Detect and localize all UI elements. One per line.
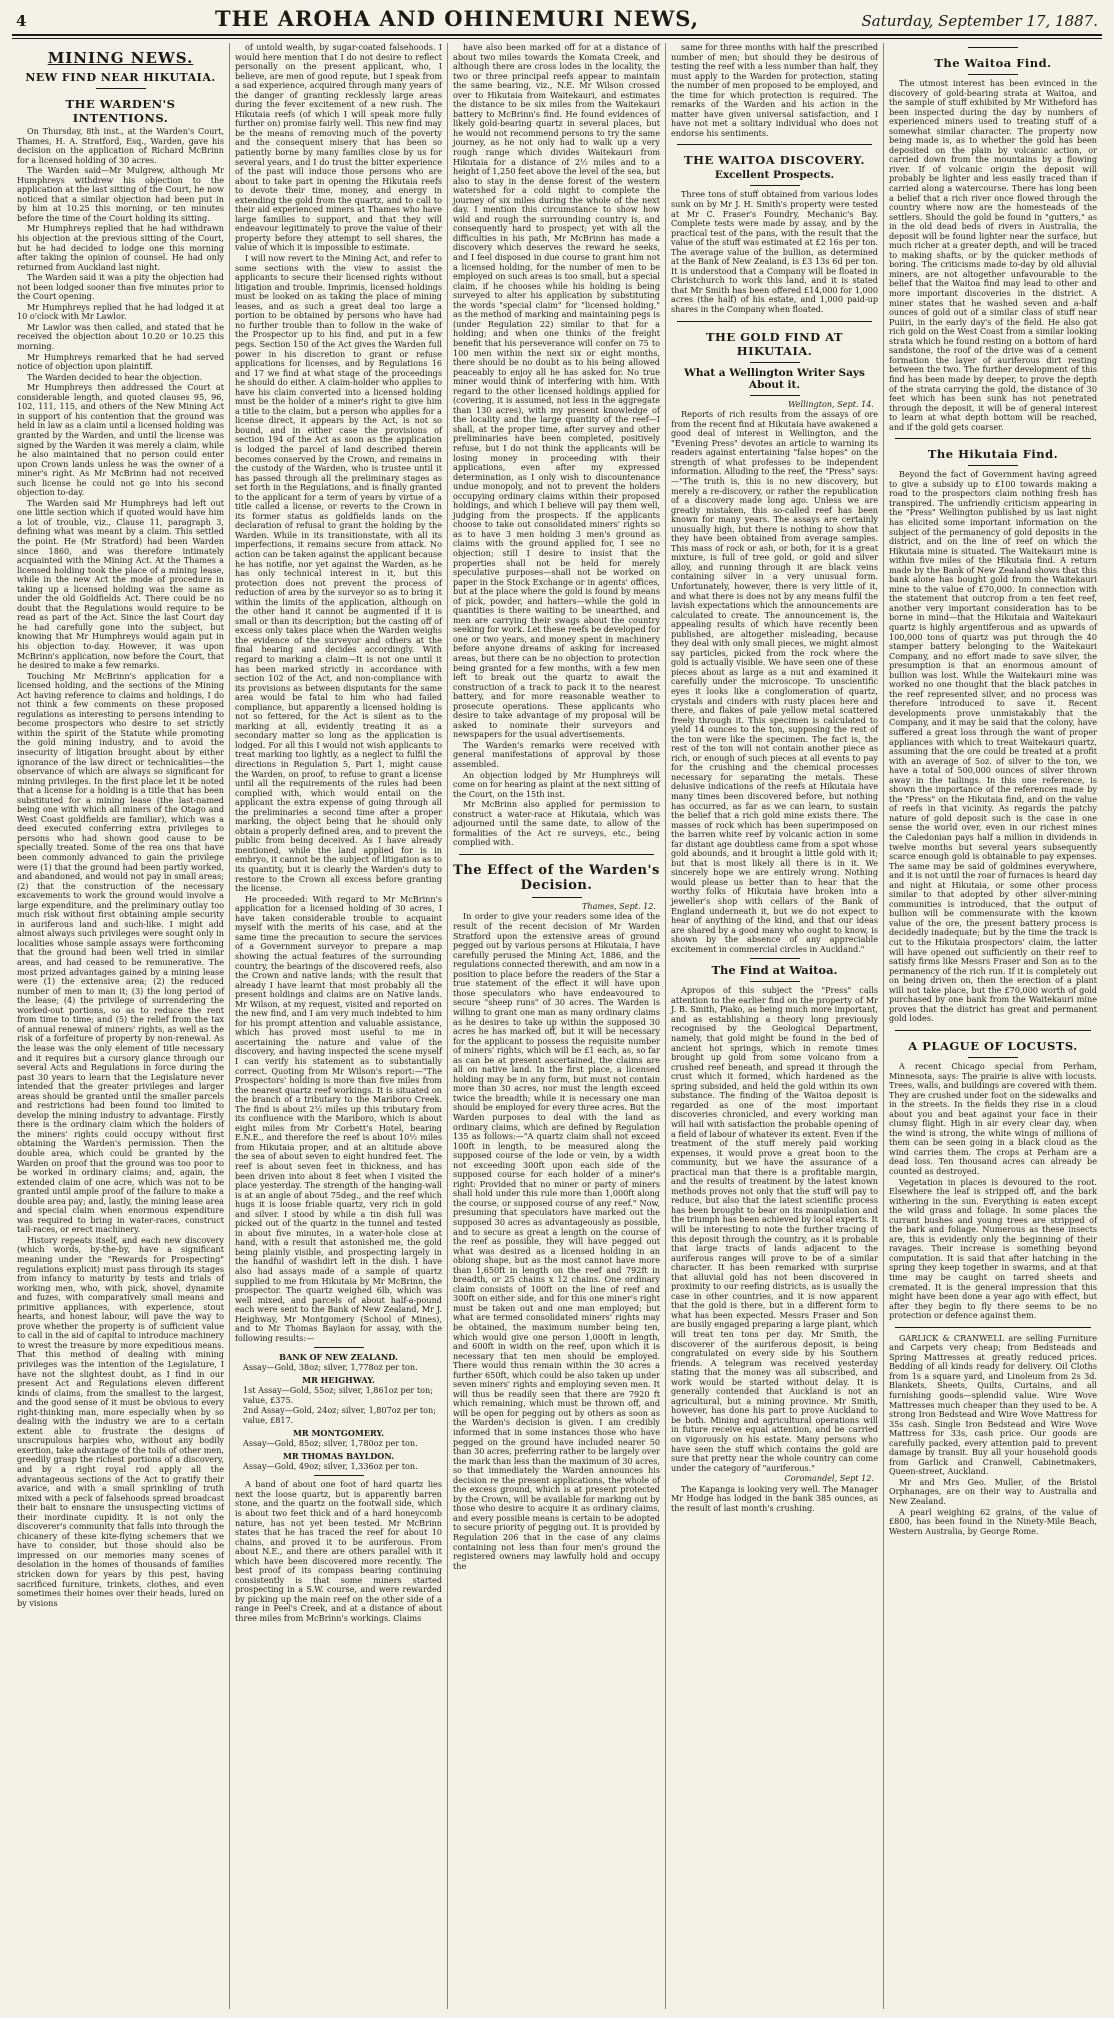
columns: [12, 43, 1102, 2009]
paragraph: On Thursday, 8th inst., at the Warden's Court, Thames, H. A. Stratford, Esq., Warden, gave his decision on the application of Richard McBrinn for a licensed holding of 30 acres.: [17, 126, 224, 165]
paragraph: The Warden decided to hear the objection.: [27, 371, 203, 382]
column-3: [448, 43, 666, 2009]
column-5: [884, 43, 1102, 2009]
waitoa-discovery-heading: THE WAITOA DISCOVERY.: [684, 153, 865, 168]
wellington-writer-deck: What a Wellington Writer Says About it.: [684, 366, 865, 391]
page-number: 4: [16, 12, 27, 30]
article-body: [453, 43, 660, 848]
paragraph: The Warden said Mr Humphreys had left out one little section which if quoted would have him a lot of trouble, viz., Clause 11, paragraph 3, defining what was meant by a claim. This settled the point. He (Mr Stratford) had been Warden since 1860, and was therefore intimately acquainted with the Mining Act. At the Thames a licensed holding took the place of a mining lease, while in the new Act the mode of procedure in taking up a licensed holding was the same as under the old Goldfields Act. There could be no doubt that the Regulations would require to be read as part of the Act. Since the last Court day he had carefully gone into the subject, but knowing that Mr Humphreys would again put in his objection to-day. However, it was upon McBrinn's application, now before the Court, that he desired to make a few remarks.: [17, 497, 224, 671]
paragraph: Reports of rich results from the assays of ore from the recent find at Hikutaia have awakened a good deal of interest in Wellington, and the "Evening Press" devotes an article to warning its readers against entertaining "false hopes" on the strength of what professes to be independent information. Alluding to the reef, the "Press" says:—"The truth is, this is no new discovery, but merely a re-discovery, or rather the republication of a discovery made long ago. Unless we are greatly mistaken, this so-called reef has been known for many years. The assays are certainly unusually high, but there is nothing to show that they have been obtained from average samples. This mass of rock or ash, or both, for it is a great mixture, is full of tree gold, or gold and silver alloy, and running through it are black veins containing silver in a very unusual form. Unfortunately, however, there is very little of it, and what there is does not by any means fulfil the lavish expectations which the announcements are calculated to create. The announcement is, the appealing results of which have recently been published, are altogether misleading, because they deal with only small pieces, we might almost say particles, picked from the rock where the gold is actually visible. We have seen one of these pieces about as large as a nut and examined it carefully under the microscope. To unscientific eyes it looks like a conglomeration of quartz, crystals and cinders with rusty places here and there, and flakes of pale yellow metal scattered freely through it. This specimen is calculated to yield 14 ounces to the ton, supposing the rest of the ton were like the specimen. The fact is, the rest of the ton will not contain another piece as rich, or enough of such pieces at all events to pay for the crushing and the chemical processes necessary for separating the metals. These delusive indications of the reefs at Hikutaia have many times been discovered before, but nothing has occurred, as far as we can learn, to sustain the belief that a rich gold mine exists there. The masses of rock which has been superimposed on the barren white reef by volcanic action in some far distant age doubtless came from a spot whose gold abounds, and it brought a little gold with it; but that is most likely all there is in it. We sincerely hope we are entirely wrong. Nothing would please us better than to hear that the worthy folks of Hikutaia have broken into a jeweller's shop with cellars of the Bank of England underneath it, but we do not expect to hear of anything of the kind, and that our ideas are shared by a good many who ought to know, is shown by the absence of any appreciable excitement in commercial circles in Auckland.": [671, 409, 878, 954]
divider: [968, 74, 1018, 75]
paragraph: A recent Chicago special from Perham, Minnesota, says: The prairie is alive with locusts. Trees, walls, and buildings are covered with them. They are crushed under foot on the sidewalks and in the streets. In the fields they rise in a cloud about you and beat against your face in their clumsy flight. High in air every clear day, when the wind is strong, the white wings of millions of them can be seen going in a black cloud as the wind carries them. The crops at Perham are a dead loss. Ten thousand acres can already be counted as destroyed.: [889, 1060, 1097, 1176]
paragraph: of untold wealth, by sugar-coated falsehoods. I would here mention that I do not desire to reflect personally on the present applicant, who, I believe, are men of good repute, but I speak from a sad experience, acquired through many years of the danger of granting recklessly large areas during the fever excitement of a new rush. The Hikutaia reefs (of which I will speak more fully further on) promise fairly well. This new find may be the means of removing much of the poverty and the consequent misery that has been so patiently borne by many families close by us for several years, and I do trust the bitter experience of the past will induce those persons who are about to take part in opening the Hikutaia reefs to devote their time, money, and energy in extending the gold from the quartz, and to call to their aid experienced miners at Thames who have large families to support, and that they will endeavour legitimately to prove the value of their property before they attempt to sell shares, the value of which it is impossible to estimate.: [235, 43, 442, 253]
divider: [968, 1057, 1018, 1058]
divider: [968, 47, 1018, 48]
effect-of-decision-heading: The Effect of the Warden's Decision.: [453, 862, 660, 893]
paragraph: The Warden's remarks were received with general manifestations of approval by those assembled.: [453, 739, 660, 770]
divider: [750, 981, 800, 982]
article-body: [17, 127, 224, 1608]
divider: [750, 395, 800, 396]
paragraph: Three tons of stuff obtained from various lodes sunk on by Mr J. H. Smith's property were tested at Mr C. Fraser's Foundry, Mechanic's Bay. Complete tests were made by assay, and by the practical test of the pans, with the result that the value of the stuff was estimated at £2 16s per ton. The average value of the bullion, as determined at the Bank of New Zealand, is £3 13s 6d per ton. It is understood that a Company will be floated in Christchurch to work this land, and it is stated that Mr Smith has been offered £14,000 for 1,000 acres (the half) of his estate, and 1,000 paid-up shares in the Company when floated.: [671, 189, 878, 315]
divider: [895, 1030, 1091, 1031]
article-body: [889, 470, 1097, 1024]
assay-source: BANK OF NEW ZEALAND.: [279, 1352, 398, 1363]
assay-result: 1st Assay—Gold, 55oz; silver, 1,861oz per ton; value, £375.: [243, 1385, 433, 1406]
divider: [750, 362, 800, 363]
paragraph: I will now revert to the Mining Act, and refer to some sections with the view to assist the applicants to secure their licensed rights without litigation and trouble. Imprimis, licensed holdings must be looked on as taking the place of mining leases, and as such a great deal too large a portion to be obtained by persons who have had no further trouble than to follow in the wake of the Prospector up to his find, and put in a few pegs. Section 150 of the Act gives the Warden full power in his discretion to grant or refuse applications for licenses, and by Regulations 16 and 17 we find at what stage of the proceedings he should do either. A claim-holder who applies to have his claim converted into a licensed holding must be the holder of a miner's right to give him a title to the claim, but a person who applies for a license direct, it appears by the Act, is not so bound, and in either case the provisions of section 194 of the Act as soon as the application is lodged the parcel of land described therein becomes conserved by the Crown, and remains in the custody of the Warden, who is trustee until it has passed through all the preliminary stages as set forth in the Regulations, and is finally granted to the applicant for a term of years by virtue of a title called a license, or reverts to the Crown in its former status as goldfields lands on the declaration of refusal to grant the holding by the Warden. While in its transitionstate, with all its imperfections, it remains secure from attack. No action can be taken against the applicant because he has notifie, nor yet against the Warden, as he has only technical interest in it, but this protection does not prevent the process of reduction of area by the surveyor so as to bring it within the limits of the application, although on the other hand it cannot be augmented if it is small or than its description; but the casting off of excess only takes place when the Warden weighs the evidence of the surveyor and others at the final hearing and decides accordingly. With regard to marking a claim—It is not one until it has been marked strictly in accordance with section 102 of the Act, and non-compliance with its provisions as between disputants for the same area would be fatal to him who had failed compliance, but apparently a licensed holding is not so fettered, for the Act is silent as to the marking at all, evidently treating it as a secondary matter so long as the application is lodged. For all this I would not wish applicants to treat marking too lightly, as a neglect to fulfil the directions in Regulation 5, Part 1, might cause the Warden, on proof, to refuse to grant a license until all the requirements of the rules had been complied with, which would entail on the applicant the extra expense of going through all the preliminaries a second time after a proper marking, the object being that he should only obtain a properly defined area, and to prevent the public from being deceived. As I have already mentioned, while the land applied for is in embryo, it cannot be the subject of litigation as to its quantity, but it is clearly the Warden's duty to restore to the Crown all excess before granting the license.: [235, 253, 442, 894]
paragraph: History repeats itself, and each new discovery (which words, by-the-by, have a significant meaning under the "Rewards for Prospecting" regulations explicit) must pass through its stages from infancy to maturity by tests and trials of working men, who, with pick, shovel, dynamite and fuzes, with comparatively small means and primitive appliances, with experience, stout hearts, and honest labour, will pave the way to prove whether the property is of sufficient value to call in the aid of capital to introduce machinery to wrest the treasure by more expeditious means. That this method of dealing with mining privileges was the intention of the Legislature, I have not the slightest doubt, as I find in our present Act and Regulations eleven different kinds of claims, from the smallest to the largest, and the good sense of it must be obvious to every right-thinking man, more especially when by so dealing with the industry we are to a certain extent able to frustrate the designs of unscrupulous harpies who, without any bodily exertion, take advantage of the toils of other men, greedily grasp the richest portions of a discovery, and by a right royal rod apply all the advantageous sections of the Act to gratify their avarice, and with a small sprinkling of truth mixed with a peck of falsehoods spread broadcast their bait to ensnare the unsuspecting victims of their inordinate cupidity. It is not only the discoverer's community that falls into through the chicanery of these kite-flying schemers that we have to consider, but those should also be impressed on our memories many scenes of desolation in the homes of thousands of families stricken down for years by this pest, having sacrificed furniture, trinkets, clothes, and even sometimes their homes over their heads, lured on by visions: [17, 1234, 224, 1608]
paragraph: A pearl weighing 62 grains, of the value of £800, has been found in the Ninety-Mile Beach, Western Australia, by George Rome.: [889, 1506, 1097, 1536]
paragraph: The Warden said it was a pity the objection had not been lodged sooner than five minutes prior to the Court opening.: [17, 272, 224, 302]
wardens-intentions-heading: THE WARDEN'S INTENTIONS.: [65, 97, 176, 125]
divider: [895, 1327, 1091, 1328]
assay-source: MR HEIGHWAY.: [302, 1375, 375, 1386]
paragraph: He proceeded: With regard to Mr McBrinn's application for a licensed holding of 30 acres, I have taken considerable trouble to acquaint myself with the merits of his case, and at the same time the precaution to secure the services of a Government surveyor to prepare a map showing the actual features of the surrounding country, the bearings of the discovered reefs, also the Crown and native lands; with the result that already I have learnt that most probably all the present holdings and claims are on Native lands. Mr Wilson, at my request, visited and reported on the new find, and I am very much indebted to him for his prompt attention and valuable assistance, which has proved most useful to me in ascertaining the nature and value of the discovery, and having inspected the scene myself I can verify his statement as to substantially correct. Quoting from Mr Wilson's report:—"The Prospectors' holding is more than five miles from the nearest quartz reef workings. It is situated on the branch of a tributary to the Mariboro Creek. The find is about 2½ miles up this tributary from its confluence with the Mariboro, which is about eight miles from Mr Corbett's Hotel, bearing E.N.E., and therefore the reef is about 10½ miles from Hikutaia proper, and at an altitude above the sea of about seven to eight hundred feet. The reef is about seven feet in thickness, and has been driven into about 8 feet when I visited the place yesterday. The strength of the hanging-wall is at an angle of about 75deg., and the reef which hugs it is loose friable quartz, very rich in gold and silver. I stood by while a tin dish full was picked out of the quartz in the tunnel and tested in about five minutes, in a water-hole close at hand, with a result that astonished me, the gold being plainly visible, and prospecting largely in the handful of washdirt left in the dish. I have also had assays made of a sample of quartz supplied to me from Hikutaia by Mr McBrinn, the prospector. The quartz weighed 6lb, which was well mixed, and parcels of about half-a-pound each were sent to the Bank of New Zealand, Mr J. Heighway, Mr Montgomery (School of Mines), and to Mr Thomas Baylaon for assay, with the following results:—: [235, 893, 442, 1343]
divider: [895, 438, 1091, 439]
paragraph: Mr Humphreys then addressed the Court at considerable length, and quoted clauses 95, 96, 102, 111, 115, and others of the New Mining Act in support of his contention that the ground was held in law as a claim until a licensed holding was granted by the Warden, and until the license was signed by the Warden it was merely a claim, while he also maintained that no person could enter upon Crown lands unless he was the owner of a miner's right. As Mr McBrinn had not received such license he could not go into his second objection to-day.: [17, 382, 224, 498]
article-body: [235, 1480, 442, 1623]
dateline-thames: Thames, Sept. 12.: [582, 900, 656, 911]
paragraph: The Warden said—Mr Mulgrew, although Mr Humphreys withdrew his objection to the application at the last sitting of the Court, he now noticed that a similar objection had been put in by him at 10.25 this morning, or ten minutes before the time of the Court holding its sitting.: [17, 165, 224, 223]
assay-results: [235, 1352, 442, 1471]
paragraph: The Kapanga is looking very well. The Manager Mr Hodge has lodged in the bank 385 ounces, as the result of last month's crushing.: [671, 1483, 878, 1513]
hikutaia-find-heading: The Hikutaia Find.: [927, 447, 1059, 462]
assay-result: Assay—Gold, 49oz; silver, 1,336oz per ton.: [243, 1461, 418, 1472]
divider: [532, 897, 582, 898]
paragraph: Mr Humphreys replied that he had withdrawn his objection at the previous sitting of the Court, but he had decided to lodge one this morning after taking the opinion of counsel. He had only returned from Auckland last night.: [17, 223, 224, 272]
divider: [750, 185, 800, 186]
column-1: [12, 43, 230, 2009]
article-body: [235, 43, 442, 1343]
divider: [459, 854, 654, 855]
article-body: [671, 43, 878, 138]
waitoa-find-heading: The Waitoa Find.: [934, 56, 1052, 70]
paragraph: same for three months with half the prescribed number of men; but should they be desirous of testing the reef with a less number than half, they must apply to the Warden for protection, stating the number of men proposed to be employed, and the time for which protection is required. The remarks of the Warden and his action in the matter have given universal satisfaction, and I have not met a solitary individual who does not endorse his sentiments.: [671, 43, 878, 138]
paragraph: Apropos of this subject the "Press" calls attention to the earlier find on the property of Mr J. B. Smith, Piako, as being much more important, and as establishing a theory long previously recognised by the Geological Department, namely, that gold might be found in the bed of ancient hot springs, which in remote times brought up gold from some volcano from a crushed reef beneath, and spread it through the crust which it formed, which hardened as the spring subsided, and held the gold within its own substance. The finding of the Waitoa deposit is regarded as one of the most important discoveries chronicled, and every working man will hail with satisfaction the probable opening of a field of labour of whatever its extent. Even if the treatment of the stuff merely paid working expenses, it would prove a great boon to the community, but we have the assurance of a practical man that there is a profitable margin, and the results of treatment by the latest known methods proves not only that the stuff will pay to reduce, but also that the latest scientific process has been brought to bear on its manipulation and the triumph has been achieved by local experts. It will be interesting to note the further tracing of this deposit through the country, as it is probable that large tracts of lands adjacent to the auriferous ranges will prove to be of a similar character. It has been remarked with surprise that alluvial gold has not been discovered in proximity to our reefing districts, as is usually the case in other countries, and it is now apparent that the gold is there, but in a different form to what has been expected. Messrs Fraser and Son are busily engaged preparing a large plant, which will treat ten tons per day. Mr Smith, the discoverer of the auriferous deposit, is being congratulated on every side by his Southern friends. A telegram was received yesterday stating that the money was all subscribed, and work would be started without delay. It is generally contended that Auckland is not an agricultural, but a mining province. Mr Smith, however, has done his part to prove Auckland to be both. Mining and agricultural operations will in future receive equal attention, and be carried on vigorously on his estate. Many persons who have seen the stuff which contains the gold are sure that pretty near the whole country can come under the category of "auriferous.": [671, 985, 878, 1473]
masthead: [12, 6, 1102, 32]
paragraph: have also been marked off for at a distance of about two miles towards the Komata Creek, and although there are cross lodes in the locality, the two or three principal reefs appear to maintain the same bearing, viz., N.E. Mr Wilson crossed over to Hikutaia from Waitekauri, and estimates the distance to be six miles from the Waitekauri battery to McBrinn's find. He found evidences of likely gold-bearing quartz in several places, but he would not recommend persons to try the same journey, as he not only had to walk up a very rough range which divides Waitekauri from Hikutaia for a distance of 2½ miles and to a height of 1,250 feet above the level of the sea, but also to stay in the dense forest of the western watershed for a cold night to complete the journey of six miles during the whole of the next day. I mention this circumstance to show how wild and rough the surrounding country is, and consequently hard to prospect; yet with all the difficulties in his path, Mr McBrinn has made a discovery which deserves the reward he seeks, and I feel disposed in due course to grant him not a licensed holding, for the number of men to be employed on such areas is too small, but a special claim, if he chooses while his holding is being surveyed to alter his application by substituting the words "special claim" for "licensed holding," as the method of marking and maintaining pegs is (under Regulation 22) similar to that for a holding; and when one thinks of the freight benefit that his perseverance will confer on 75 to 100 men within the next six or eight months, there should be no doubt as to his being allowed peaceably to enjoy all he has asked for. No true miner would think of interfering with him. With regard to the other licensed holdings applied for (covering, it is assumed, not less in the aggregate than 130 acres), with my present knowledge of the locality and the large quantity of the reef—I shall, at the proper time, after survey and other preliminaries have been completed, positively refuse, but I do not think the applicants will be losing money in proceeding with their applications, even after my expressed determination, as I only wish to discountenance undue monopoly, and not to prevent the holders occupying ordinary claims within their proposed holdings, and which I believe will pay them well, judging from the prospects. If the applicants choose to take out consolidated miners' rights so as to have 3 men holding 3 men's ground as claims with the ground applied for, I see no objection; still I desire to insist that the properties shall not be held for merely speculative purposes—shall not be worked on paper in the Stock Exchange or in agents' offices, but at the place where the gold is found by means of pick, powder, and hatters—while the gold in quantities is there waiting to be unearthed, and men are carrying their swags about the country seeking for work. Let these reefs be developed for one or two years, and money spent in machinery before anyone dreams of asking for increased areas, but there can be no objection to protection being granted for a few months, with a few men left to break out the quartz to await the construction of a track to pack it to the nearest battery, and for more reasonable weather to prosecute operations. These applicants who desire to take advantage of my proposal will be asked to nominate their surveyors and newspapers for the usual advertisements.: [453, 43, 660, 740]
paragraph: Mr McBrinn also applied for permission to construct a water-race at Hikutaia, which was adjourned until the same date, to allow of the formalities of the Act re surveys, etc., being complied with.: [453, 799, 660, 848]
find-at-waitoa-heading: The Find at Waitoa.: [711, 963, 838, 978]
article-body: [671, 410, 878, 954]
article-body: [453, 912, 660, 1571]
paragraph: In order to give your readers some idea of the result of the recent decision of Mr Warden Stratford upon the extensive areas of ground pegged out by various persons at Hikutaia, I have carefully perused the Mining Act, 1886, and the regulations connected therewith, and am now in a position to place before the readers of the Star a true statement of the effect it will have upon those speculators who have endeavoured to secure "sheep runs" of 30 acres. The Warden is willing to grant one man as many ordinary claims as he desires to take up within the supposed 30 acres he has marked off, but it will be necessary for the applicant to possess the requisite number of miners' rights, which will be £1 each, as, so far as can be at present ascertained, the claims are all on native land. In the first place, a licensed holding may be in any form, but must not contain more than 30 acres, nor must the length exceed twice the breadth; while it is necessary one man should be employed for every three acres. But the Warden purposes to deal with the land as ordinary claims, which are defined by Regulation 135 as follows:—"A quartz claim shall not exceed 100ft in length, to be measured along the supposed course of the lode or vein, by a width not exceeding 300ft upon each side of the supposed course for each holder of a miner's right: Provided that no miner or party of miners shall hold under this rule more than 1,000ft along the course, or supposed course of any reef." Now, presuming that speculators have marked out the supposed 30 acres as advantageously as possible, and to secure as great a length on the course of the reef as possible, they will have pegged out what was desired as a licensed holding in an oblong shape, but as the most cannot have more than 1,650ft in length on the reef and 792ft in breadth, or 25 chains x 12 chains. One ordinary claim consists of 100ft on the line of reef and 300ft on either side, and for this one miner's right must be taken out and one man employed; but what are termed consolidated miners' rights may be obtained, the maximum number being ten, which would give one person 1,000ft in length, and 600ft in width on the reef, upon which it is necessary that ten men should be employed. There would thus remain within the 30 acres a further 650ft, which could be also taken up under seven miners' rights and employing seven men. It will thus be readily seen that there are 7920 ft which remaining, which must be thrown off, and will be open for pegging out by others as soon as the Warden's decision is given. I am credibly informed that in some instances those who have pegged on the ground have included nearer 50 than 30 acres, preferring rather to be largely over the mark than less than the maximum of 30 acres, so that immediately the Warden announces his decision re the present applications, the whole of the excess ground, which is at present protected by the Crown, will be available for marking out by those who desire to acquire it as ordinary claims, and every possible means is certain to be adopted to secure priority of pegging out. It is provided by Regulation 206 that in the case of any claims containing not less than four men's ground the registered owners may lawfully hold and occupy the: [453, 911, 660, 1571]
paragraph: Touching Mr McBrinn's application for a licensed holding, and the sections of the Mining Act having reference to claims and holdings, I do not think a few comments on these proposed regulations as interesting to persons intending to become prospectors who desire to set strictly within the spirit of the Statute while promoting the gold mining industry, and to avoid the insecurity of litigation brought about by either ignorance of the law direct or technicalities—the observance of which are always so significant for mining privileges. In the first place let it be noted that a license for a holding is a title that has been substituted for a mining lease (the last-named being one with which all miners of the Otago and West Coast goldfields are familiar), which was a deed executed conferring extra privileges to persons who had shown good cause to be specially treated. Some of the rea ons that have been commonly advanced to gain the privilege were (1) that the ground had been partly worked, and abandoned, and would not pay in small areas; (2) that the construction of the necessary excavements to work the ground would involve a large expenditure, and the preliminary outlay too much risk without first obtaining ample security in auriferous land and such-like. I might add almost always such privileges were sought only in localities whose sample assays were forthcoming that the ground had been well tried in similar areas, and had ceased to be remunerative. The most prized advantages gained by a mining lease were (1) the extensive area; (2) the reduced number of men to man it; (3) the long period of the lease; (4) the privilege of surrendering the worked-out portions, so as to reduce the rent from time to time; and (5) the relief from the tax of annual renewal of miners' rights, as well as the risk of a forfeiture of property by non-renewal. As the lease was the only element of title necessary and it requires but a cursory glance through our several Acts and Regulations in force during the past 30 years to learn that the Legislature never intended that the greater privileges and larger areas should be granted until the smaller parcels and restrictions had been found too limited to develop the mining industry to advantage. Firstly there is the ordinary claim which the holders of the miners' rights could occupy without first obtaining the Warden's permission. Then the double area, which could be granted by the Warden on proof that the ground was too poor to be worked in ordinary claims; and, again, the extended claim of one acre, which was not to be granted until ample proof of the failure to make a double area pay; and, lastly, the mining lease area and special claim when enormous expenditure was required to bring in water-races, construct tail-races, or erect machinery.: [17, 670, 224, 1235]
assay-result: Assay—Gold, 38oz; silver, 1,778oz per ton.: [243, 1362, 418, 1373]
mining-news-heading: MINING NEWS.: [47, 49, 194, 67]
dateline-wellington: Wellington, Sept. 14.: [788, 398, 874, 409]
article-body: [889, 79, 1097, 432]
paragraph: Vegetation in places is devoured to the root. Elsewhere the leaf is stripped off, and the bark withering in the sun. Everything is eaten except the wild grass and foliage. In some places the currant bushes and young trees are stripped of the bark and foliage. Numerous as these insects are, this is evidently only the beginning of their ravages. Their increase is something beyond computation. It is said that after hatching in the spring they keep together in swarms, and at that time may be caught on tarred sheets and cremated. It is the general impression that this might have been done a year ago with effect, but after they begin to fly there seems to be no protection or defence against them.: [889, 1176, 1097, 1321]
article-body: [671, 986, 878, 1473]
paragraph: A band of about one foot of hard quartz lies next the loose quartz, but is apparently barren stone, and the quartz on the footwall side, which is about two feet thick and of a hard honeycomb nature, has not yet been tested. Mr McBrinn states that he has traced the reef for about 10 chains, and proved it to be auriferous. From about N.E., and there are others parallel with it which have been discovered more recently. The best proof of its compass bearing continuing consistently is that some miners started prospecting in a S.W. course, and were rewarded by picking up the main reef on the other side of a range in Peel's Creek, and at a distance of about three miles from McBrinn's workings. Claims: [235, 1479, 442, 1624]
assay-result: 2nd Assay—Gold, 24oz; silver, 1,807oz per ton; value, £817.: [243, 1405, 436, 1426]
column-2: [230, 43, 448, 2009]
plague-of-locusts-heading: A PLAGUE OF LOCUSTS.: [908, 1038, 1078, 1053]
article-body: [889, 1334, 1097, 1536]
assay-result: Assay—Gold, 85oz; silver, 1,780oz per ton.: [243, 1438, 418, 1449]
paragraph: Beyond the fact of Government having agreed to give a subsidy up to £100 towards making a road to the prospectors claim nothing fresh has transpired. The unfriendly criticism appearing in the "Press" Wellington published by us last night has elicited some important information on the subject of the permanency of gold deposits in the district, and on the line of reef on which the Hikutaia mine is situated. The Waitekauri mine is within five miles of the Hikutaia find. A return made by the Bank of New Zealand shows that this bank alone has bought gold from the Waitekauri mine to the value of £70,000. In connection with the statement that outcrop from a ten feet reef, another very important consideration has to be borne in mind—that the Hikutaia and Waitekauri quartz is highly argentiferous and as upwards of 100,000 tons of quartz was put through the 40 stamper battery belonging to the Waitekauri Company, and no effort made to save silver, the presumption is that an enormous amount of bullion was lost. While the Waitekauri mine was worked no one thought that the black patches in the reef represented silver, and no process was therefore introduced to save it. Recent developments prove unmistakably that the Company, and it may be said that the colony, have suffered a great loss through the want of proper appliances with which to treat Waitekauri quartz, assuming that the ore could be treated at a profit with an average of 5oz. of silver to the ton, we have a total of 500,000 ounces of silver thrown away in the tailings. In this one reference, is shown the importance of the references made by the "Press" on the Hikutaia find, and on the value of reefs in that vicinity. As regards the patchy nature of gold deposit such is the case in one sense the world over, even in our richest mines the Caledonian pays half a million in dividends in twelve months but several years subsequently scarce enough gold is obtainable to pay expenses. The same may be said of goldmines everywhere, and it is not until the roar of furnaces is heard day and night at Hikutaia, or some other process similar to that adopted by other silver-mining communities is introduced, that the output of bullion will be commensurate with the known value of the ore, the present battery process is decidedly inadequate; but by the time the track is cut to the Hikutaia prospectors' claim, the latter will have opened out sufficiently on their reef to satisfy firms like Messrs Fraser and Son as to the permanency of the rich run. If it is completely out on being driven on, then the erection of a plant will not take place, but the £70,000 worth of gold purchased by one bank from the Waitekauri mine proves that the district has great and permanent gold lodes.: [889, 469, 1097, 1024]
newspaper-title: THE AROHA AND OHINEMURI NEWS,: [214, 6, 700, 31]
issue-date: Saturday, September 17, 1887.: [861, 12, 1098, 30]
divider: [314, 1475, 364, 1476]
divider: [968, 465, 1018, 466]
paragraph: The utmost interest has been evinced in the discovery of gold-bearing strata at Waitoa, and the sample of stuff exhibited by Mr Witheford has been inspected during the day by numbers of experienced miners used to treating stuff of a somewhat similar character. The property now being made is, as to whether the gold has been deposited on the plain by volcanic action, or carried down from the mountains by a flowing river. If of volcanic origin the deposit will probably be lighter and less easily traced than if carried along a watercourse. There has long been a belief that a rich river once flowed through the country where now are the homesteads of the settlers. Should the gold be found in "gutters," as in the old dead beds of rivers in Australia, the deposit will be found lighter near the surface, but much richer at a greater depth, and will be traced to making shafts, or by the quicker methods of boring. The criticisms made to-day by old alluvial miners, are not altogether unfavourable to the belief that the Waitoa find may lead to other and more important discoveries in the district. A miner states that he washed seven and a-half ounces of gold out of a similar class of stuff near Puiiri, in the early day's of the field. He also got rich gold on the West Coast from a similar looking strata which he found resting on a bottom of hard sandstone, the roof of the drive was of a cement formation the layer of auriferous dirt resting between the two. The further development of this find has been made by deeper, to prove the depth of the strata carrying the gold, the distance of 30 feet which has been sunk has not penetrated through the deposit, it will be of general interest to learn at what depth bottom will be reached, and if the gold gets coarser.: [889, 78, 1097, 432]
paragraph: Mr and Mrs Geo. Muller, of the Bristol Orphanages, are on their way to Australia and New Zealand.: [889, 1476, 1097, 1507]
paragraph: An objection lodged by Mr Humphreys will come on for hearing as plaint at the next sitting of the Court, on the 15th inst.: [453, 769, 660, 799]
paragraph: Mr Humphreys remarked that he had served notice of objection upon plaintiff.: [17, 351, 224, 372]
new-find-subheading: NEW FIND NEAR HIKUTAIA.: [25, 71, 216, 84]
article-body: [889, 1062, 1097, 1321]
divider: [677, 144, 872, 145]
excellent-prospects-deck: Excellent Prospects.: [714, 169, 835, 182]
paragraph: GARLICK & CRANWELL are selling Furniture and Carpets very cheap; from Bedsteads and Spring Mattresses at greatly reduced prices. Bedding of all kinds ready for delivery. Oil Cloths from 1s a square yard, and Linoleum from 2s 3d. Blankets, Sheets, Quilts, Curtains, and all furnishing goods—splendid value. Wire Wove Mattresses much cheaper than they used to be. A strong Iron Bedstead and Wire Wove Mattress for 35s cash. Single Iron Bedstead and Wire Wove Mattress for 33s, cash price. Our goods are carefully packed, every attention paid to prevent damage by transit. Buy all your household goods from Garlick and Cranwell, Cabinetmakers, Queen-street, Auckland.: [889, 1332, 1097, 1477]
masthead-rule: [12, 34, 1102, 39]
column-4: [666, 43, 884, 2009]
divider: [96, 88, 146, 89]
assay-source: MR MONTGOMERY.: [292, 1428, 385, 1439]
paragraph: Mr Humphreys replied that he had lodged it at 10 o'clock with Mr Lawlor.: [17, 301, 224, 322]
dateline-coromandel: Coromandel, Sept 12.: [784, 1473, 874, 1484]
article-body: [671, 190, 878, 314]
divider: [750, 958, 800, 959]
gold-find-hikutaia-heading: THE GOLD FIND AT HIKUTAIA.: [706, 329, 843, 358]
article-body: [671, 1485, 878, 1514]
assay-source: MR THOMAS BAYLDON.: [282, 1451, 395, 1462]
paragraph: Mr Lawlor was then called, and stated that he received the objection about 10.20 or 10.25 this morning.: [17, 321, 224, 352]
divider: [314, 1347, 364, 1348]
divider: [677, 321, 872, 322]
